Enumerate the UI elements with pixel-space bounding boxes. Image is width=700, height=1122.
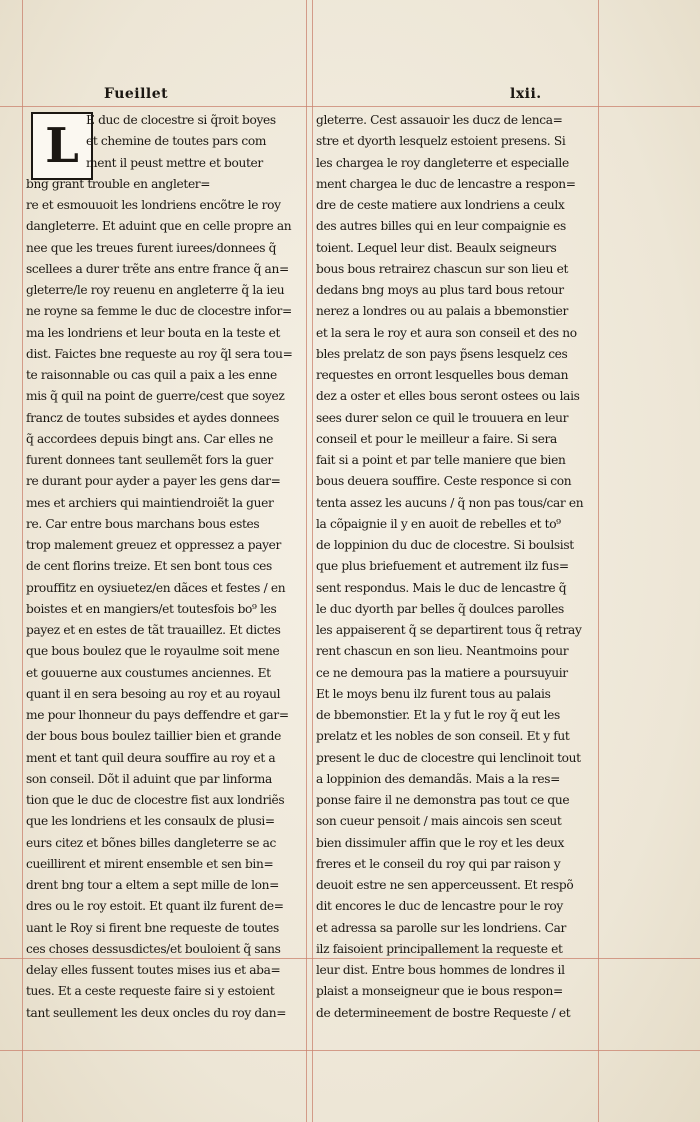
text-line: son conseil. Dõt il aduint que par linforma	[26, 771, 272, 786]
text-line: dez a oster et elles bous seront ostees ou lais	[316, 389, 580, 404]
text-line: requestes en orront lesquelles bous deman	[316, 368, 569, 382]
text-line: uant le Roy si firent bne requeste de toutes	[26, 920, 279, 935]
text-line: ponse faire il ne demonstra pas tout ce que	[316, 793, 570, 807]
ruling-line	[306, 0, 307, 1122]
folio-number: lxii.	[510, 86, 542, 102]
text-line: re et esmouuoit les londriens encõtre le roy	[26, 198, 281, 212]
text-line: dist. Faictes bne requeste au roy q̃l sera tou=	[26, 346, 293, 361]
text-line: de determineement de bostre Requeste / et	[316, 1005, 571, 1020]
text-line: furent donnees tant seullemẽt fors la guer	[26, 453, 273, 467]
ruling-line	[22, 0, 23, 1122]
text-line: q̃ accordees depuis bingt ans. Car elles ne	[26, 431, 274, 446]
text-line: les appaiserent q̃ se departirent tous q̃ retray	[316, 623, 582, 637]
text-line: bous deuera souffire. Ceste responce si con	[316, 474, 572, 489]
text-line: et adressa sa parolle sur les londriens. Car	[316, 920, 566, 935]
left-text-column	[26, 110, 302, 1024]
text-line: nerez a londres ou au palais a bbemonstier	[316, 304, 568, 319]
text-line: ma les londriens et leur bouta en la teste et	[26, 325, 281, 340]
right-text-column	[316, 110, 601, 1024]
text-line: dit encores le duc de lencastre pour le roy	[316, 899, 563, 914]
initial-letter: L	[45, 118, 79, 174]
text-line: te raisonnable ou cas quil a paix a les enne	[26, 368, 277, 382]
text-line: mis q̃ quil na point de guerre/cest que soyez	[26, 389, 285, 404]
text-line: de cent florins treize. Et sen bont tous ces	[26, 559, 272, 574]
text-line: bng grant trouble en angleter=	[26, 176, 211, 191]
text-line: dres ou le roy estoit. Et quant ilz furent de=	[26, 899, 284, 914]
text-line: francz de toutes subsides et aydes donnees	[26, 410, 280, 425]
text-line: dre de ceste matiere aux londriens a ceulx	[316, 198, 565, 212]
running-header-left: Fueillet	[104, 86, 169, 102]
text-line: tant seullement les deux oncles du roy dan=	[26, 1005, 287, 1020]
text-line: ce ne demoura pas la matiere a poursuyuir	[316, 665, 568, 680]
ruling-line	[0, 106, 700, 107]
text-line: prelatz et les nobles de son conseil. Et y fut	[316, 729, 570, 744]
text-line: les chargea le roy dangleterre et especialle	[316, 155, 569, 170]
text-line: deuoit estre ne sen apperceussent. Et respõ	[316, 878, 574, 892]
text-line: delay elles fussent toutes mises ius et aba=	[26, 963, 281, 977]
text-line: stre et dyorth lesquelz estoient presens. Si	[316, 134, 566, 149]
text-line: bles prelatz de son pays p̃sens lesquelz ces	[316, 346, 568, 361]
text-line: trop malement greuez et oppressez a payer	[26, 538, 282, 552]
text-line: sees durer selon ce quil le trouuera en leur	[316, 410, 569, 425]
text-line: conseil et pour le meilleur a faire. Si sera	[316, 431, 557, 446]
text-line: de bbemonstier. Et la y fut le roy q̃ eut les	[316, 708, 560, 722]
text-line: fait si a point et par telle maniere que bien	[316, 453, 566, 467]
text-line: der bous bous boulez taillier bien et grande	[26, 729, 281, 744]
text-line: E duc de clocestre si q̃roit boyes	[86, 113, 276, 127]
text-line: scellees a durer trẽte ans entre france q̃ an=	[26, 261, 289, 276]
text-line: que les londriens et les consaulx de plusi=	[26, 814, 275, 829]
text-line: toient. Lequel leur dist. Beaulx seigneurs	[316, 240, 557, 255]
ruling-line	[312, 0, 313, 1122]
text-line: des autres billes qui en leur compaignie es	[316, 219, 566, 234]
text-line: leur dist. Entre bous hommes de londres il	[316, 963, 565, 977]
text-line: et chemine de toutes pars com	[86, 134, 267, 149]
text-line: boistes et en mangiers/et toutesfois bo⁹ les	[26, 601, 277, 616]
text-line: mes et archiers qui maintiendroiẽt la guer	[26, 495, 274, 510]
text-line: nee que les treues furent iurees/donnees q̃	[26, 240, 277, 255]
text-line: ne royne sa femme le duc de clocestre infor=	[26, 304, 292, 319]
text-line: que bous boulez que le royaulme soit mene	[26, 644, 280, 659]
text-line: sent respondus. Mais le duc de lencastre q̃	[316, 580, 567, 595]
text-line: rent chascun en son lieu. Neantmoins pour	[316, 644, 569, 659]
text-line: tenta assez les aucuns / q̃ non pas tous/car en	[316, 495, 584, 510]
text-line: ment il peust mettre et bouter	[86, 155, 263, 170]
text-line: freres et le conseil du roy qui par raison y	[316, 856, 561, 871]
text-line: plaist a monseigneur que ie bous respon=	[316, 984, 563, 999]
text-line: que plus briefuement et autrement ilz fus=	[316, 559, 569, 574]
text-line: eurs citez et bõnes billes dangleterre se ac	[26, 835, 277, 850]
text-line: le duc dyorth par belles q̃ doulces parolles	[316, 601, 564, 616]
text-line: bous bous retrairez chascun sur son lieu et	[316, 261, 568, 276]
text-line: tion que le duc de clocestre fist aux londriẽs	[26, 793, 285, 807]
ruling-line	[0, 1050, 700, 1051]
text-line: ilz faisoient principallement la requeste et	[316, 941, 563, 956]
text-line: de loppinion du duc de clocestre. Si boulsist	[316, 538, 574, 552]
text-line: drent bng tour a eltem a sept mille de lon=	[26, 878, 280, 892]
text-line: re. Car entre bous marchans bous estes	[26, 516, 260, 531]
text-line: dedans bng moys au plus tard bous retour	[316, 283, 564, 297]
text-line: tues. Et a ceste requeste faire si y estoient	[26, 984, 275, 999]
text-line: Et le moys benu ilz furent tous au palais	[316, 686, 551, 701]
text-line: la cõpaignie il y en auoit de rebelles et to⁹	[316, 516, 561, 531]
text-line: payez et en estes de tãt trauaillez. Et dictes	[26, 623, 281, 637]
text-line: present le duc de clocestre qui lenclinoit tout	[316, 750, 581, 765]
text-line: dangleterre. Et aduint que en celle propre an	[26, 219, 292, 234]
text-line: bien dissimuler affin que le roy et les deux	[316, 835, 565, 850]
text-line: ment et tant quil deura souffire au roy et a	[26, 750, 276, 765]
text-line: re durant pour ayder a payer les gens dar=	[26, 474, 281, 489]
text-line: me pour lhonneur du pays deffendre et gar=	[26, 708, 289, 722]
text-line: gleterre. Cest assauoir les ducz de lenca=	[316, 113, 563, 127]
text-line: prouffitz en oysiuetez/en dãces et festes / en	[26, 580, 286, 595]
text-line: et la sera le roy et aura son conseil et des no	[316, 325, 577, 340]
text-line: ces choses dessusdictes/et bouloient q̃ sans	[26, 941, 281, 956]
text-line: a loppinion des demandãs. Mais a la res=	[316, 771, 561, 786]
text-line: son cueur pensoit / mais aincois sen sceut	[316, 814, 562, 829]
text-line: cueillirent et mirent ensemble et sen bin=	[26, 856, 274, 871]
text-line: et gouuerne aux coustumes anciennes. Et	[26, 665, 271, 680]
text-line: quant il en sera besoing au roy et au royaul	[26, 686, 281, 701]
text-line: ment chargea le duc de lencastre a respon=	[316, 176, 576, 191]
text-line: gleterre/le roy reuenu en angleterre q̃ la ieu	[26, 283, 285, 297]
